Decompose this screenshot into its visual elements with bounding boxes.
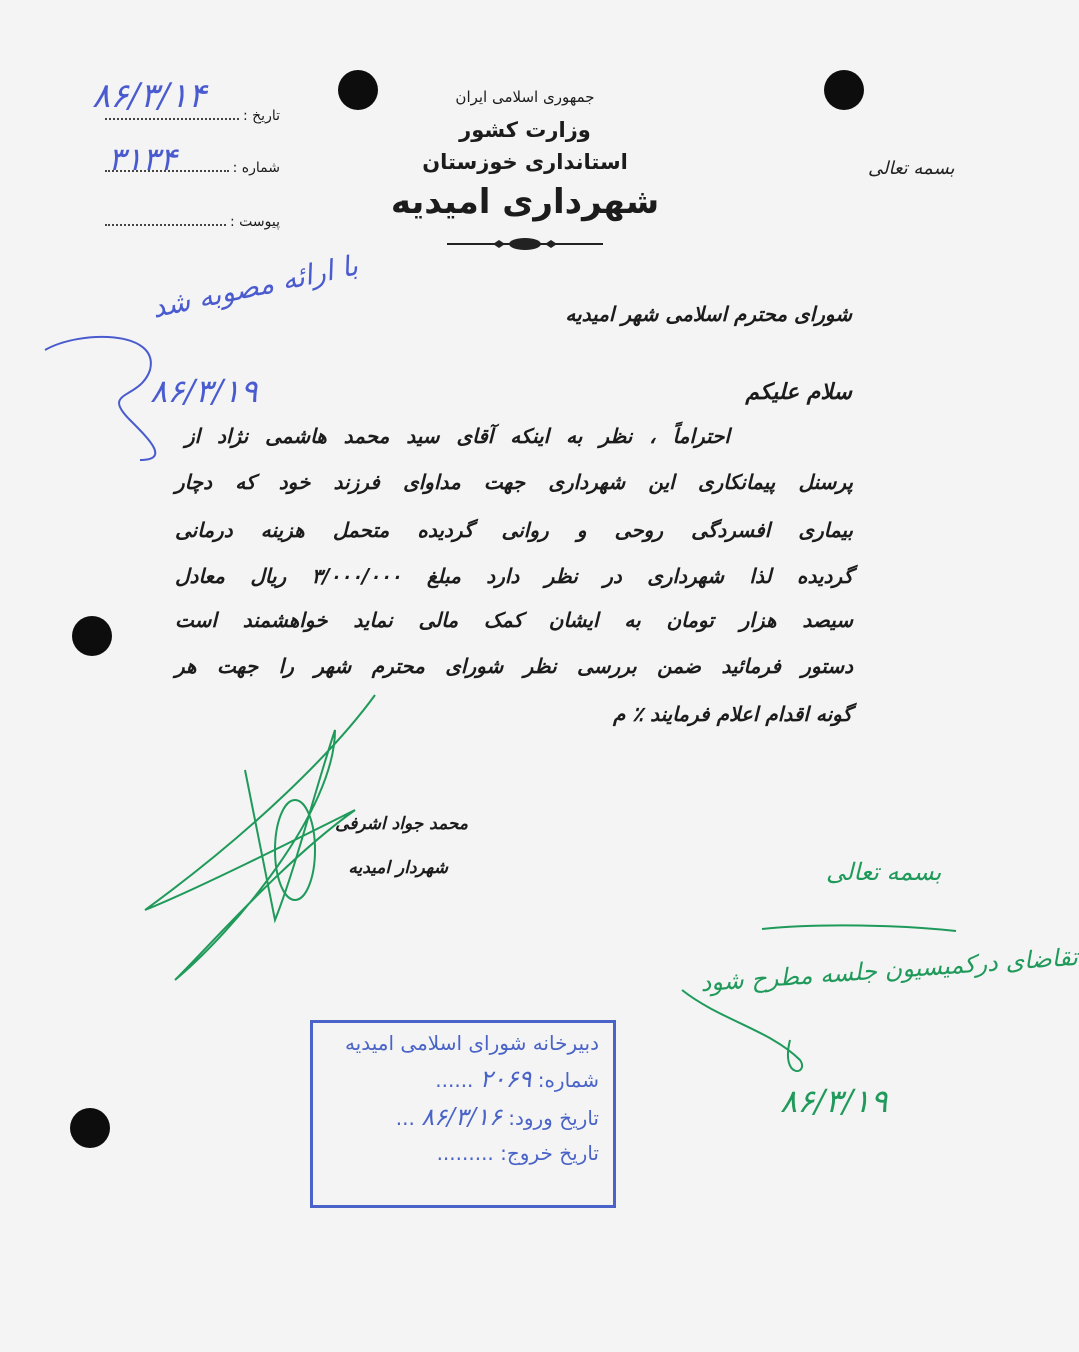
- date-handwritten: ۸۶/۳/۱۴: [92, 76, 207, 116]
- green-note-rule: [760, 915, 960, 935]
- stamp-entry-value: ۸۶/۳/۱۶: [421, 1103, 502, 1131]
- letterhead-governorate: استانداری خوزستان: [422, 150, 628, 174]
- attachment-label: پیوست :: [230, 214, 280, 230]
- signer-title: شهردار امیدیه: [348, 858, 448, 878]
- recipient: شورای محترم اسلامی شهر امیدیه: [565, 302, 852, 326]
- stamp-number-value: ۲۰۶۹: [479, 1065, 532, 1093]
- stamp-number-label: شماره:: [537, 1068, 599, 1092]
- letterhead-municipality: شهرداری امیدیه: [390, 182, 660, 222]
- stamp-entry-label: تاریخ ورود:: [508, 1106, 599, 1130]
- greeting: سلام علیکم: [745, 380, 852, 405]
- stamp-exit-label: تاریخ خروج:: [500, 1141, 599, 1165]
- stamp-exit-value: .........: [436, 1141, 494, 1165]
- stamp-number: شماره: ۲۰۶۹ ......: [435, 1065, 599, 1093]
- date-label: تاریخ :: [242, 108, 280, 124]
- invocation: بسمه تعالی: [868, 158, 955, 179]
- letterhead-country: جمهوری اسلامی ایران: [455, 88, 595, 106]
- green-note-text: تقاضای درکمیسیون جلسه مطرح شود: [699, 942, 1079, 998]
- body-line: دستور فرمائید ضمن بررسی نظر شورای محترم شهر را جهت هر: [175, 654, 853, 678]
- stamp-exit-date: [327, 1141, 599, 1165]
- signature: [135, 690, 415, 990]
- green-note-date: ۸۶/۳/۱۹: [780, 1082, 888, 1120]
- green-note-arrow: [680, 980, 830, 1090]
- letterhead-ministry: وزارت کشور: [459, 118, 591, 142]
- attachment-field: [105, 214, 280, 230]
- secretariat-stamp: [310, 1020, 616, 1208]
- body-line: پرسنل پیمانکاری این شهرداری جهت مداوای فرزند خود که دچار: [175, 470, 853, 494]
- punch-hole: [824, 70, 864, 110]
- punch-hole: [70, 1108, 110, 1148]
- signer-name: محمد جواد اشرفی: [335, 814, 468, 834]
- number-label: شماره :: [232, 160, 280, 176]
- ornament-divider: [445, 236, 605, 252]
- body-line: احتراماً ، نظر به اینکه آقای سید محمد هاشمی نژاد از: [185, 424, 730, 448]
- body-line: سیصد هزار تومان به ایشان کمک مالی نماید خواهشمند است: [175, 608, 853, 632]
- body-line: گردیده لذا شهرداری در نظر دارد مبلغ ۳/۰۰۰/۰۰۰ ریال معادل: [175, 564, 853, 588]
- stamp-entry-date: تاریخ ورود: ۸۶/۳/۱۶ ...: [395, 1103, 599, 1131]
- punch-hole: [72, 616, 112, 656]
- body-line: بیماری افسردگی روحی و روانی گردیده متحمل هزینه درمانی: [175, 518, 853, 542]
- body-line: گونه اقدام اعلام فرمایند ٪ م: [613, 702, 852, 726]
- number-handwritten: ۳۱۳۴: [108, 140, 177, 178]
- margin-note-date: ۸۶/۳/۱۹: [150, 372, 258, 410]
- green-note-heading: بسمه تعالی: [826, 858, 942, 886]
- punch-hole: [338, 70, 378, 110]
- margin-note: با ارائه مصوبه شد: [148, 248, 361, 325]
- stamp-title: دبیرخانه شورای اسلامی امیدیه: [344, 1031, 599, 1055]
